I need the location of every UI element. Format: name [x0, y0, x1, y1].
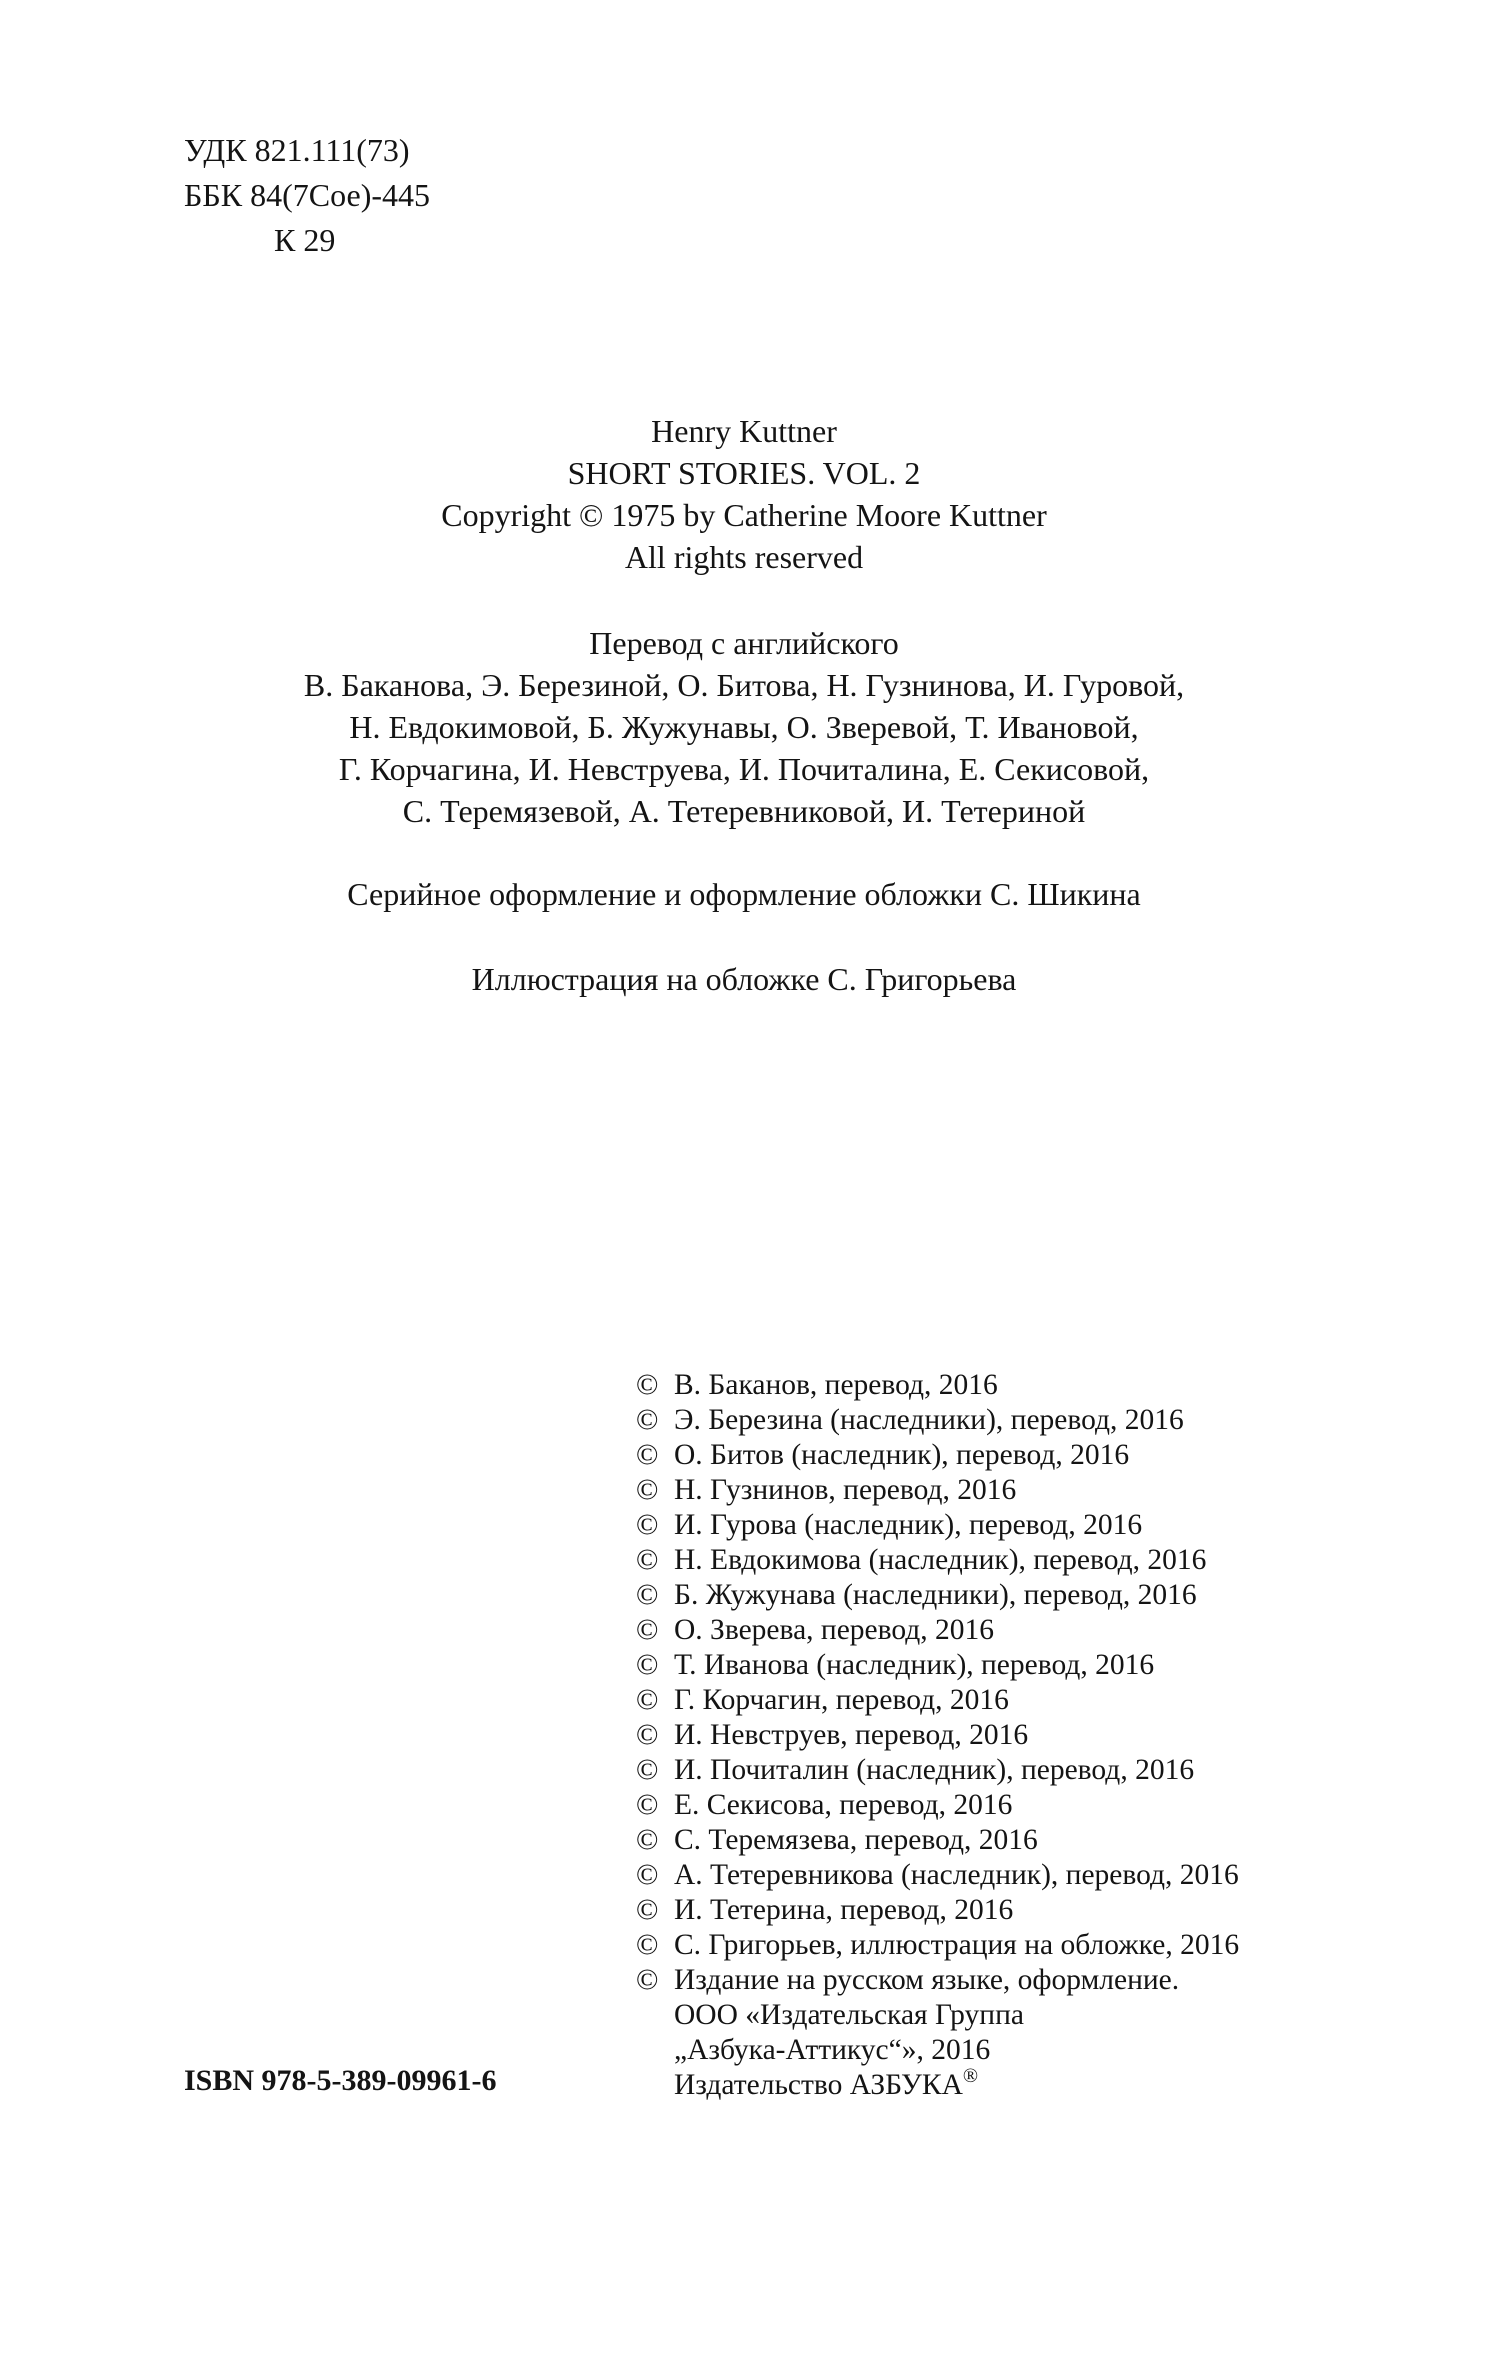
copyright-sign: ©	[636, 1509, 659, 1541]
copyright-sign: ©	[636, 1754, 659, 1786]
copyright-sign: ©	[636, 1369, 659, 1401]
copyright-sign: ©	[636, 1614, 659, 1646]
publisher-line: „Азбука-Аттикус“», 2016	[674, 2034, 991, 2066]
copyright-sign: ©	[636, 1439, 659, 1471]
copyright-sign: ©	[636, 1789, 659, 1821]
copyright-item: © И. Тетерина, перевод, 2016	[636, 1894, 1014, 1926]
illustration-credit: Иллюстрация на обложке С. Григорьева	[471, 961, 1017, 997]
copyright-item: © И. Гурова (наследник), перевод, 2016	[636, 1509, 1143, 1541]
classification-codes	[184, 128, 430, 263]
translators-line: Г. Корчагина, И. Невструева, И. Почиталина, Е. Секисовой,	[338, 751, 1150, 787]
copyright-item: © Э. Березина (наследники), перевод, 2016	[636, 1404, 1184, 1436]
copyright-sign: ©	[636, 1929, 659, 1961]
copyright-sign: ©	[636, 1824, 659, 1856]
author-mark-code: К 29	[274, 222, 336, 258]
original-copyright: Copyright © 1975 by Catherine Moore Kuttner	[441, 497, 1047, 533]
original-edition-block	[0, 410, 1488, 578]
design-credit: Серийное оформление и оформление обложки С. Шикина	[347, 876, 1141, 912]
copyright-item: © Е. Секисова, перевод, 2016	[636, 1789, 1013, 1821]
copyright-sign: ©	[636, 1649, 659, 1681]
translators-line: С. Теремязевой, А. Тетеревниковой, И. Тетериной	[402, 793, 1086, 829]
copyright-sign: ©	[636, 1579, 659, 1611]
copyright-item: © Н. Гузнинов, перевод, 2016	[636, 1474, 1017, 1506]
translators-block	[0, 622, 1488, 832]
bbk-code: ББК 84(7Сое)-445	[184, 177, 430, 213]
copyright-sign: ©	[636, 1964, 659, 1996]
udk-code: УДК 821.111(73)	[184, 132, 410, 168]
copyright-list	[636, 1368, 1239, 2103]
copyright-sign: ©	[636, 1404, 659, 1436]
isbn: ISBN 978-5-389-09961-6	[184, 2064, 497, 2097]
copyright-item: © И. Невструев, перевод, 2016	[636, 1719, 1029, 1751]
translators-line: Н. Евдокимовой, Б. Жужунавы, О. Зверевой, Т. Ивановой,	[349, 709, 1139, 745]
translators-line: В. Баканова, Э. Березиной, О. Битова, Н. Гузнинова, И. Гуровой,	[303, 667, 1185, 703]
copyright-item: © Т. Иванова (наследник), перевод, 2016	[636, 1649, 1155, 1681]
rights-reserved: All rights reserved	[624, 539, 864, 575]
copyright-item: © И. Почиталин (наследник), перевод, 2016	[636, 1754, 1195, 1786]
copyright-item: © О. Зверева, перевод, 2016	[636, 1614, 995, 1646]
original-author: Henry Kuttner	[651, 413, 837, 449]
copyright-sign: ©	[636, 1719, 659, 1751]
copyright-item: © Г. Корчагин, перевод, 2016	[636, 1684, 1009, 1716]
copyright-item: © А. Тетеревникова (наследник), перевод, 2016	[636, 1859, 1239, 1891]
copyright-item: © В. Баканов, перевод, 2016	[636, 1369, 998, 1401]
registered-mark: ®	[962, 2065, 979, 2087]
original-title: SHORT STORIES. VOL. 2	[567, 455, 921, 491]
copyright-item: © Н. Евдокимова (наследник), перевод, 2016	[636, 1544, 1207, 1576]
copyright-sign: ©	[636, 1544, 659, 1576]
publisher-line: ООО «Издательская Группа	[674, 1999, 1024, 2031]
copyright-item: © С. Теремязева, перевод, 2016	[636, 1824, 1038, 1856]
copyright-item: © Б. Жужунава (наследники), перевод, 2016	[636, 1579, 1197, 1611]
publisher-name: Издательство АЗБУКА	[674, 2069, 963, 2101]
copyright-sign: ©	[636, 1474, 659, 1506]
publisher-imprint	[636, 2065, 1239, 2103]
translation-heading: Перевод с английского	[589, 625, 899, 661]
copyright-item: © Издание на русском языке, оформление.	[636, 1964, 1180, 1996]
copyright-sign: ©	[636, 1859, 659, 1891]
copyright-sign: ©	[636, 1684, 659, 1716]
copyright-item: © О. Битов (наследник), перевод, 2016	[636, 1439, 1130, 1471]
copyright-item: © С. Григорьев, иллюстрация на обложке, 2016	[636, 1929, 1240, 1961]
copyright-sign: ©	[636, 1894, 659, 1926]
